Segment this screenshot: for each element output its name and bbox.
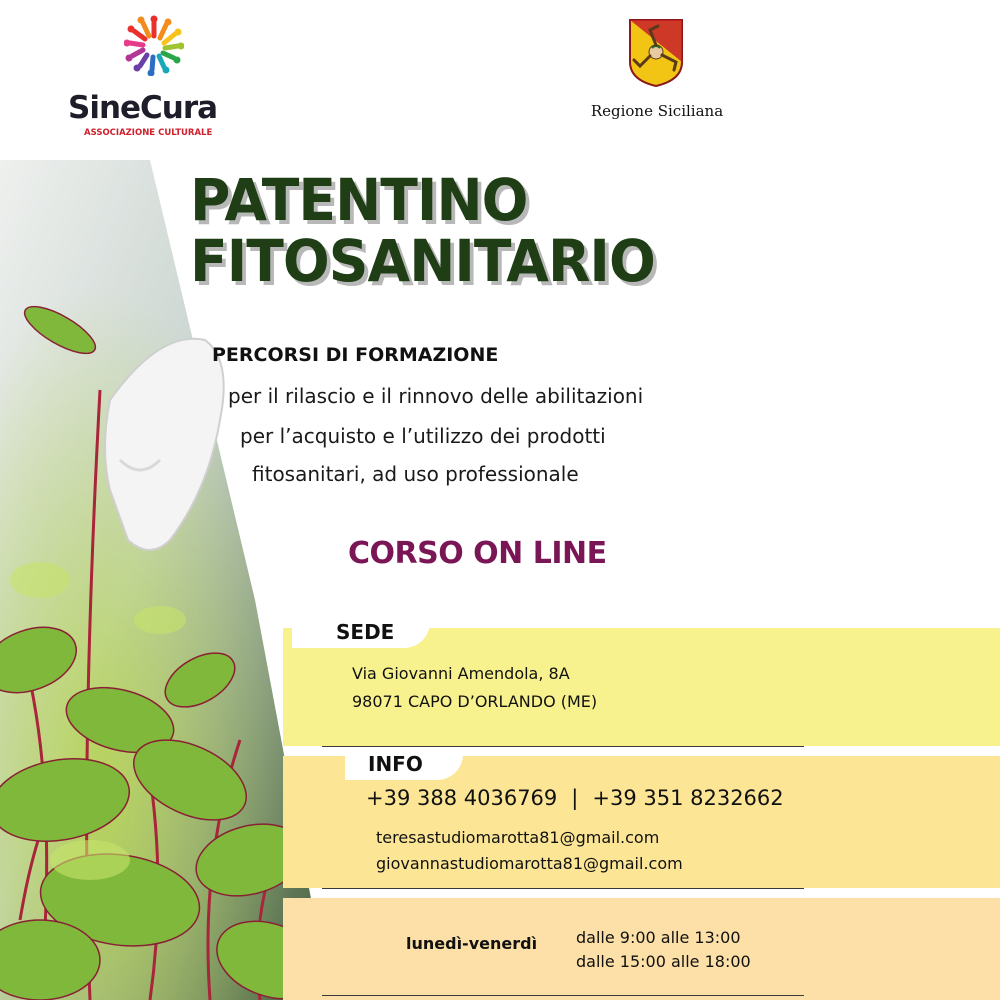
address-line-1: Via Giovanni Amendola, 8A [352,664,570,683]
divider [322,746,804,747]
sede-label: SEDE [336,620,395,644]
phone-2[interactable]: +39 351 8232662 [592,786,784,810]
email-2[interactable]: giovannastudiomarotta81@gmail.com [376,854,683,873]
subtitle: PERCORSI DI FORMAZIONE [212,344,499,366]
region-name: Regione Siciliana [590,102,724,120]
description-line-3: fitosanitari, ad uso professionale [252,462,579,486]
hours-slot-1: dalle 9:00 alle 13:00 [576,928,741,947]
sinecura-logo [60,14,250,138]
colorful-figures-swirl-icon [124,14,184,76]
main-title [190,166,655,295]
hours-slot-2: dalle 15:00 alle 18:00 [576,952,751,971]
phone-numbers [366,786,784,810]
address-line-2: 98071 CAPO D’ORLANDO (ME) [352,692,598,711]
description-line-2: per l’acquisto e l’utilizzo dei prodotti [240,424,606,448]
trinacria-crest-icon [628,18,684,88]
divider [322,995,804,996]
title-line-1: PATENTINO [190,166,528,234]
hours-band [283,898,1000,1000]
opening-days: lunedì-venerdì [406,934,538,953]
phone-separator: | [571,786,579,810]
description-line-1: per il rilascio e il rinnovo delle abilitazioni [228,384,644,408]
info-label: INFO [368,752,423,776]
title-line-2: FITOSANITARIO [190,227,655,295]
email-1[interactable]: teresastudiomarotta81@gmail.com [376,828,660,847]
divider [322,888,804,889]
regione-logo [590,18,730,128]
brand-name: SineCura [68,90,218,126]
brand-subtitle: ASSOCIAZIONE CULTURALE [84,128,213,138]
course-type: CORSO ON LINE [348,536,607,571]
phone-1[interactable]: +39 388 4036769 [366,786,558,810]
